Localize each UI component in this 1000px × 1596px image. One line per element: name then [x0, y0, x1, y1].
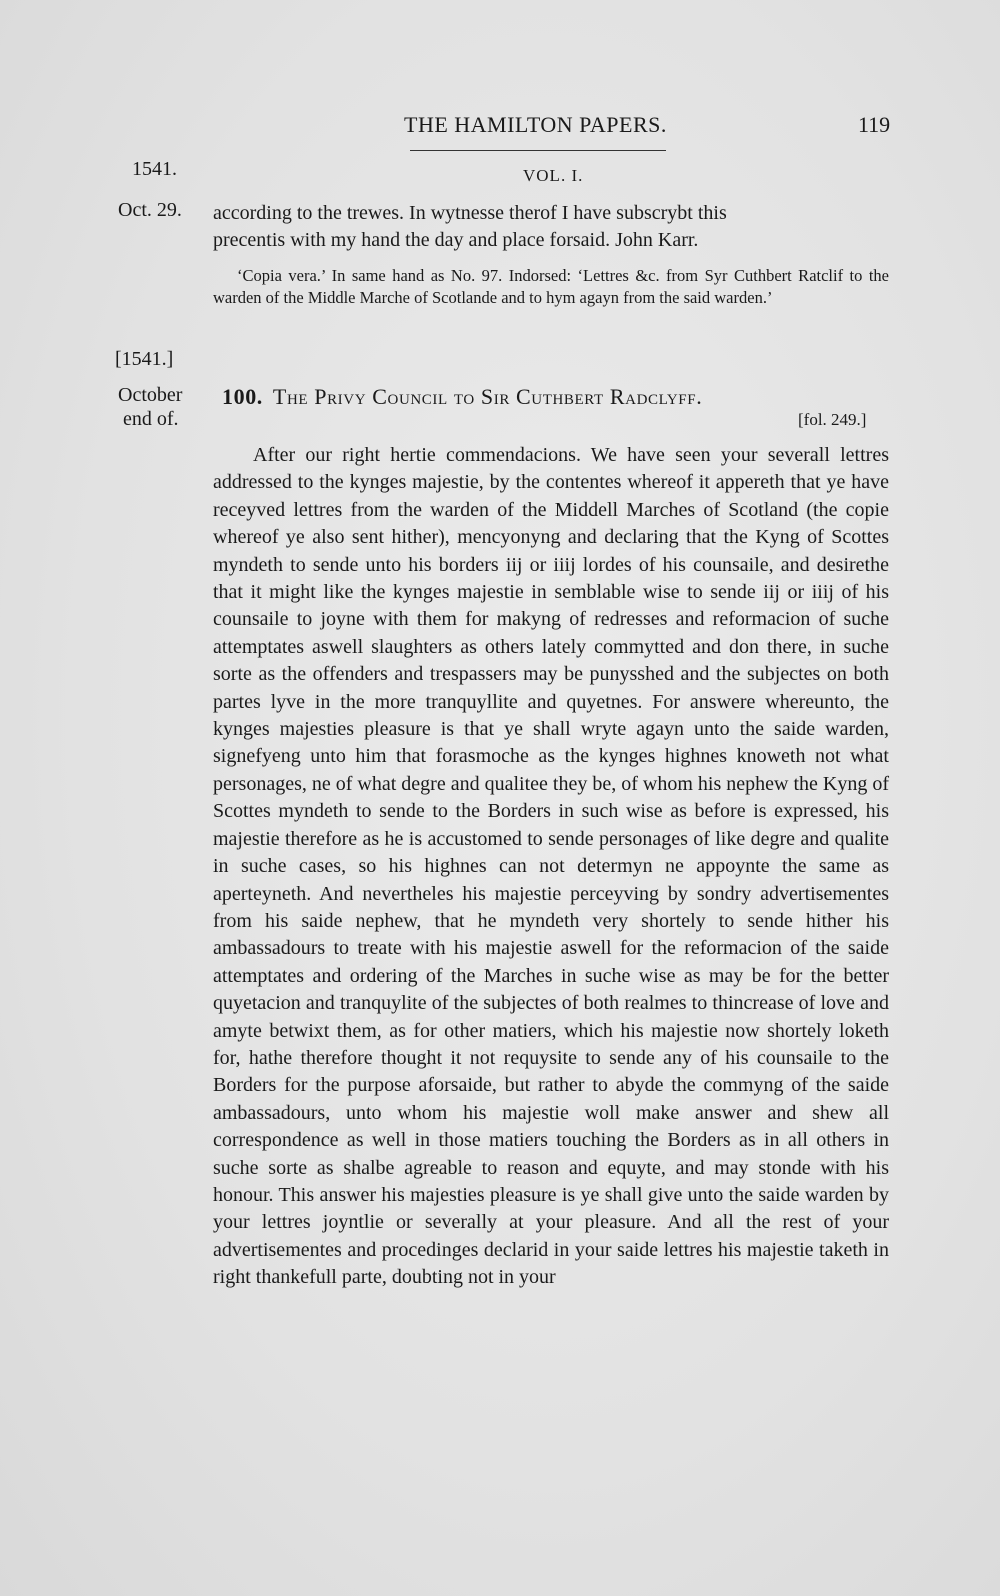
header-rule — [410, 150, 666, 151]
margin-date-1: Oct. 29. — [118, 199, 182, 221]
entry-100-paragraph: After our right hertie commendacions. We have seen your severall lettres addressed to the kynges majestie, by the contentes whereof it appereth that ye have receyved lettres from the warden of the Middell Marches of Scotland (the copie whereof ye also sent hither), mencyonyng and declaring that the Kyng of Scottes myndeth to sende unto his borders iij or iiij lordes of his counsaile, and desirethe that it might like the kynges majestie in semblable wise to sende iij or iiij of his counsaile to joyne with them for makyng of redresses and reformacion of suche attemptates aswell slaughters as others lately commytted and don there, in suche sorte as the offenders and trespassers may be punysshed and the subjectes on both partes lyve in the more tranquyllite and quyetnes. For answere whereunto, the kynges majesties pleasure is that ye shall wryte agayn unto the saide warden, signefyeng unto him that forasmoche as the kynges highnes knoweth not what personages, ne of what degre and qualitee they be, of whom his nephew the Kyng of Scottes myndeth to sende to the Borders in such wise as before is expressed, his majestie therefore as he is accustomed to sende personages of like degre and qualite in suche cases, so his highnes can not determyn ne appoynte the same as aperteyneth. And nevertheles his majestie perceyving by sondry advertisementes from his saide nephew, that he myndeth very shortely to sende hither his ambassadours to treate with his majestie aswell for the reformacion of the saide attemptates and ordering of the Marches in suche wise as may be for the better quyetacion and tranquylite of the subjectes of both realmes to thincrease of love and amyte betwixt them, as for other matiers, which his majestie now shortely loketh for, hathe therefore thought it not requysite to sende any of his counsaile to the Borders for the purpose aforsaide, but rather to abyde the commyng of the saide ambassadours, unto whom his majestie woll make answer and shew all correspondence as well in those matiers touching the Borders as in all others in suche sorte as shalbe agreable to reason and equyte, and may stonde with his honour. This answer his majesties pleasure is ye shall give unto the saide warden by your lettres joyntlie or severally at your pleasure. And all the rest of your advertisementes and procedinges declarid in your saide lettres his majestie taketh in right thankefull parte, doubting not in your — [213, 444, 889, 1289]
folio-reference: [fol. 249.] — [798, 410, 867, 429]
entry-99-line-1: according to the trewes. In wytnesse therof I have subscrybt this — [213, 202, 727, 224]
margin-date-2-line-1: October — [118, 384, 183, 406]
margin-year-1: 1541. — [132, 158, 177, 180]
entry-99-closing — [213, 200, 889, 254]
entry-99-line-2: precentis with my hand the day and place forsaid. John Karr. — [213, 229, 699, 251]
editorial-note: ‘Copia vera.’ In same hand as No. 97. Indorsed: ‘Lettres &c. from Syr Cuthbert Ratclif to the warden of the Middle Marche of Scotlande and to hym agayn from the said warden.’ — [213, 266, 889, 307]
page-number: 119 — [858, 112, 891, 137]
entry-100-body — [213, 442, 889, 1292]
volume-label: VOL. I. — [523, 166, 584, 185]
entry-100-title: The Privy Council to Sir Cuthbert Radclyff. — [272, 384, 703, 409]
margin-year-2: [1541.] — [115, 348, 174, 370]
margin-date-2-line-2: end of. — [123, 408, 179, 430]
entry-100-number: 100. — [222, 384, 263, 409]
entry-100-heading — [222, 384, 702, 410]
running-head: THE HAMILTON PAPERS. — [404, 112, 667, 137]
